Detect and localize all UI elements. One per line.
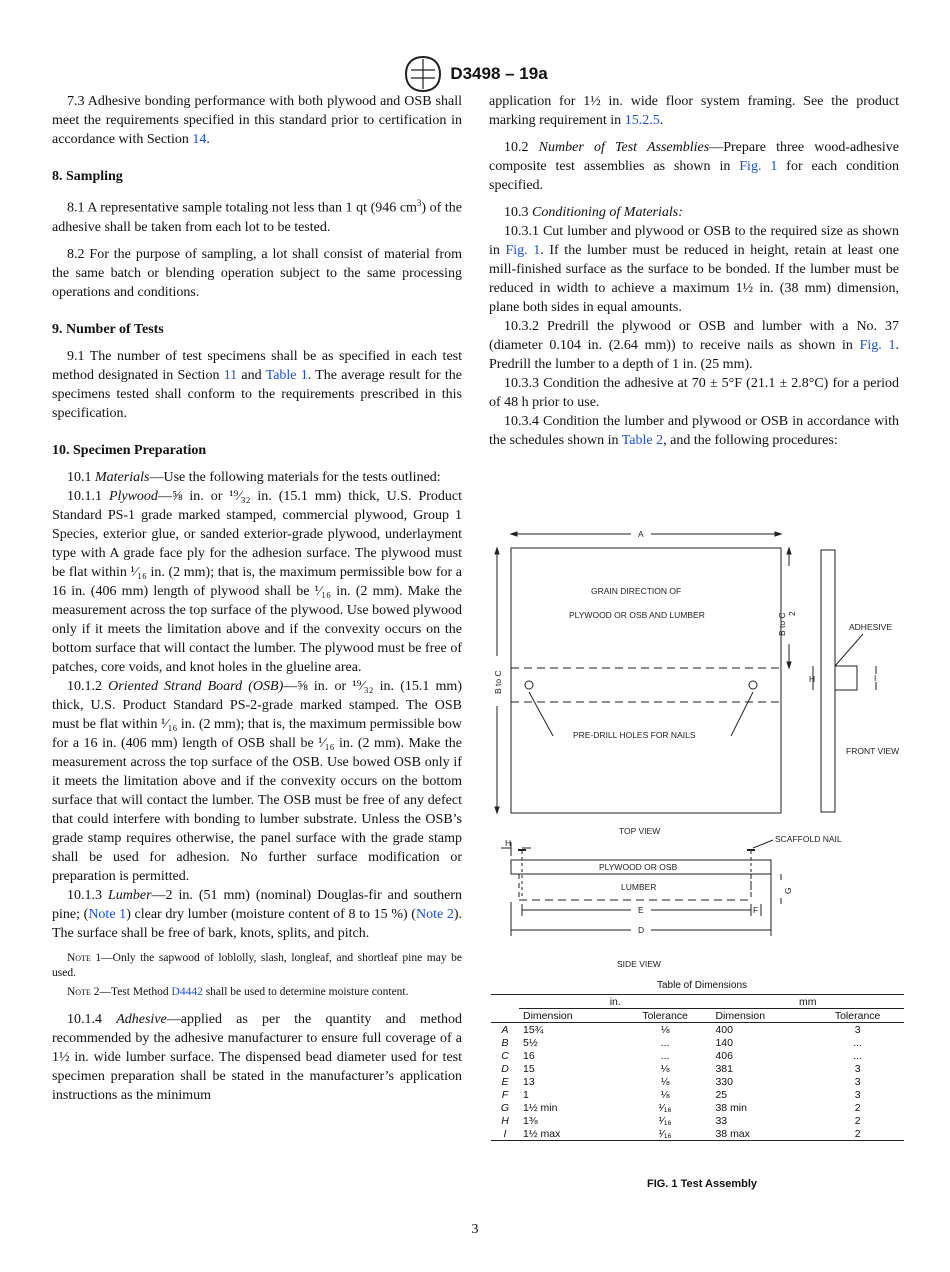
- front-view-lumber: [835, 666, 857, 690]
- table-row: D 15 ⅛ 381 3: [501, 1062, 861, 1075]
- right-column: [489, 92, 899, 450]
- para-10-1-2: 10.1.2 Oriented Strand Board (OSB)—⅝ in. or ¹⁹⁄₃₂ in. (15.1 mm) thick, U.S. Product Standard PS-2-grade marked stamped. The OSB must be flat within ¹⁄₁₆ in. (2 mm); that is, the maximum permissible bow for a 16 in. (406 mm) length of OSB shall be ¹⁄₁₆ in. (2 mm). Make the measurement across the top surface of the OSB. Use bowed OSB only if it meets the limitation above and if the convexity occurs on the bottom surface that will contact the lumber. The OSB must be free of any defect that could interfere with bonding to lumber substrate. Unless the OSB’s grade stamp requires otherwise, the panel surface with the grade stamp shall be used for adhesion. No further surface modification or preparation is permitted.: [52, 678, 462, 884]
- table-row: A 15¾ ⅛ 400 3: [501, 1023, 861, 1036]
- group-in: in.: [519, 995, 711, 1009]
- fig-label-i: I: [874, 673, 877, 683]
- para-7-3: 7.3 Adhesive bonding performance with both plywood and OSB shall meet the requirements specified in this standard prior to certification in accordance with Section 14.: [52, 94, 462, 147]
- heading-sampling: 8. Sampling: [52, 169, 123, 184]
- fig-label-f: F: [753, 905, 759, 915]
- col-mm-dimension: Dimension: [711, 1009, 811, 1023]
- col-in-tolerance: Tolerance: [619, 1009, 712, 1023]
- link-d4442[interactable]: D4442: [171, 985, 203, 998]
- para-10-1: 10.1 Materials—Use the following materials for the tests outlined:: [67, 469, 441, 485]
- link-fig-1-c[interactable]: Fig. 1: [859, 338, 896, 353]
- para-10-3-2: 10.3.2 Predrill the plywood or OSB and lumber with a No. 37 (diameter 0.104 in. (2.64 mm)) to receive nails as shown in Fig. 1. Predrill the lumber to a depth of 1 in. (25 mm).: [489, 319, 899, 372]
- para-10-1-4: 10.1.4 Adhesive—applied as per the quantity and method recommended by the adhesive manufacturer to ensure full coverage of a 1½ in. wide lumber surface. The dispensed bead diameter used for test specimen preparation shall be stated in the manufacturer’s application instructions as the minimum: [52, 1011, 462, 1103]
- table-row: B 5½ ... 140 ...: [501, 1036, 862, 1049]
- table-caption: Table of Dimensions: [656, 980, 748, 991]
- fig-label-half: 2: [787, 611, 797, 616]
- left-column: [52, 92, 462, 1113]
- col-mm-tolerance: Tolerance: [811, 1009, 904, 1023]
- front-view-plywood: [821, 550, 835, 812]
- link-section-11[interactable]: 11: [223, 367, 238, 383]
- para-10-2: 10.2 Number of Test Assemblies—Prepare three wood-adhesive composite test assemblies as shown in Fig. 1 for each condition specified.: [489, 140, 900, 193]
- fig-lumber: LUMBER: [621, 882, 657, 892]
- heading-specimen-preparation: 10. Specimen Preparation: [52, 442, 207, 458]
- link-note-1[interactable]: Note 1: [88, 906, 127, 922]
- fig-grain-2: PLYWOOD OR OSB AND LUMBER: [569, 610, 705, 620]
- link-note-2[interactable]: Note 2: [415, 906, 454, 922]
- para-10-1-1: 10.1.1 Plywood—⅝ in. or ¹⁹⁄₃₂ in. (15.1 mm) thick, U.S. Product Standard PS-1 grade marked stamped, commercial plywood, Group 1 Species, exterior glue, or sanded exterior-grade plywood, underlayment type with A grade face ply for the adhesion surface. The plywood must be flat within ¹⁄₁₆ in. (2 mm); that is, the maximum permissible bow for a 16 in. (406 mm) length of plywood shall be ¹⁄₁₆ in. (2 mm). Make the measurement across the top surface of the plywood. Use bowed plywood only if it meets the limitation above and if the convexity occurs on the bottom surface that will contact the lumber. The plywood must be free of patches, core voids, and knot holes in the glueline area.: [52, 488, 462, 675]
- note-1: Note 1—Only the sapwood of loblolly, slash, longleaf, and shortleaf pine may be used.: [52, 951, 462, 979]
- link-section-14[interactable]: 14: [192, 132, 207, 147]
- table-row: F 1 ⅛ 25 3: [501, 1088, 861, 1101]
- fig-plywood-osb: PLYWOOD OR OSB: [599, 862, 678, 872]
- page-number: 3: [471, 1222, 479, 1237]
- nail-hole-left: [525, 681, 533, 689]
- dimensions-table: [491, 994, 904, 1141]
- link-fig-1-a[interactable]: Fig. 1: [739, 159, 778, 174]
- para-10-1-3: 10.1.3 Lumber—2 in. (51 mm) (nominal) Douglas-fir and southern pine; (Note 1) clear dry lumber (moisture content of 8 to 15 %) (Note 2). The surface shall be free of bark, knots, splits, and pitch.: [52, 887, 463, 941]
- col-in-dimension: Dimension: [519, 1009, 619, 1023]
- table-body: [491, 1023, 904, 1141]
- para-8-2: 8.2 For the purpose of sampling, a lot shall consist of material from the same batch or blending operation subject to the same processing operations and conditions.: [52, 246, 462, 300]
- fig-top-view: TOP VIEW: [619, 826, 661, 836]
- designation: D3498 – 19a: [450, 64, 548, 83]
- fig-label-b-to-c: B to C: [493, 670, 503, 694]
- group-mm: mm: [711, 995, 904, 1009]
- figure-caption: FIG. 1 Test Assembly: [646, 1178, 758, 1190]
- note-2: Note 2—Test Method D4442 shall be used to determine moisture content.: [67, 985, 409, 998]
- link-fig-1-b[interactable]: Fig. 1: [505, 243, 541, 258]
- table-row: G 1½ min ¹⁄₁₆ 38 min 2: [500, 1101, 861, 1114]
- para-8-1: 8.1 A representative sample totaling not less than 1 qt (946 $cm^3$) of the adhesive shall be taken from each lot to be tested.: [52, 198, 462, 235]
- link-15-2-5[interactable]: 15.2.5: [624, 113, 660, 128]
- fig-grain-1: GRAIN DIRECTION OF: [591, 586, 682, 596]
- fig-scaffold-nail: SCAFFOLD NAIL: [775, 834, 842, 844]
- para-10-3-4: 10.3.4 Condition the lumber and plywood or OSB in accordance with the schedules shown in Table 2, and the following procedures:: [489, 414, 899, 448]
- fig-adhesive: ADHESIVE: [849, 622, 892, 632]
- fig-front-view: FRONT VIEW: [846, 746, 900, 756]
- para-10-1-4-cont: application for 1½ in. wide floor system framing. See the product marking requirement in 15.2.5.: [489, 94, 899, 128]
- fig-label-h-front: H: [809, 674, 816, 684]
- link-table-1[interactable]: Table 1: [265, 367, 308, 383]
- fig-label-e: E: [638, 905, 644, 915]
- para-9-1: 9.1 The number of test specimens shall be as specified in each test method designated in Section 11 and Table 1. The average result for the specimens tested shall conform to the requirements prescribed in this specification.: [52, 348, 463, 421]
- fig-label-h-side: H: [505, 838, 512, 848]
- test-assembly-figure: [491, 526, 913, 986]
- table-row: I 1½ max ¹⁄₁₆ 38 max 2: [491, 1127, 904, 1141]
- fig-label-b-to-c-half: B to C: [777, 612, 787, 636]
- para-10-3-1: 10.3.1 Cut lumber and plywood or OSB to the required size as shown in Fig. 1. If the lumber must be reduced in height, retain at least one mill-finished surface as the surface to be bonded. If the lumber must be reduced in width to achieve a maximum 1½ in. (38 mm) dimension, plane both sides in equal amounts.: [489, 224, 899, 315]
- fig-label-a: A: [638, 529, 644, 539]
- fig-label-g: G: [783, 887, 793, 894]
- table-row: E 13 ⅛ 330 3: [501, 1075, 861, 1088]
- para-10-3: 10.3 Conditioning of Materials:: [504, 205, 683, 220]
- heading-number-of-tests: 9. Number of Tests: [52, 321, 164, 337]
- fig-label-d: D: [638, 925, 645, 935]
- astm-logo-icon: [402, 55, 444, 93]
- nail-hole-right: [749, 681, 757, 689]
- link-table-2[interactable]: Table 2: [621, 433, 664, 448]
- fig-predrill: PRE-DRILL HOLES FOR NAILS: [573, 730, 696, 740]
- table-row: C 16 ... 406 ...: [501, 1049, 862, 1062]
- page-header: [0, 55, 950, 93]
- fig-side-view: SIDE VIEW: [617, 959, 661, 969]
- para-10-3-3: 10.3.3 Condition the adhesive at 70 ± 5°F (21.1 ± 2.8°C) for a period of 48 h prior to use.: [489, 376, 899, 410]
- table-row: H 1⅜ ¹⁄₁₆ 33 2: [501, 1114, 861, 1127]
